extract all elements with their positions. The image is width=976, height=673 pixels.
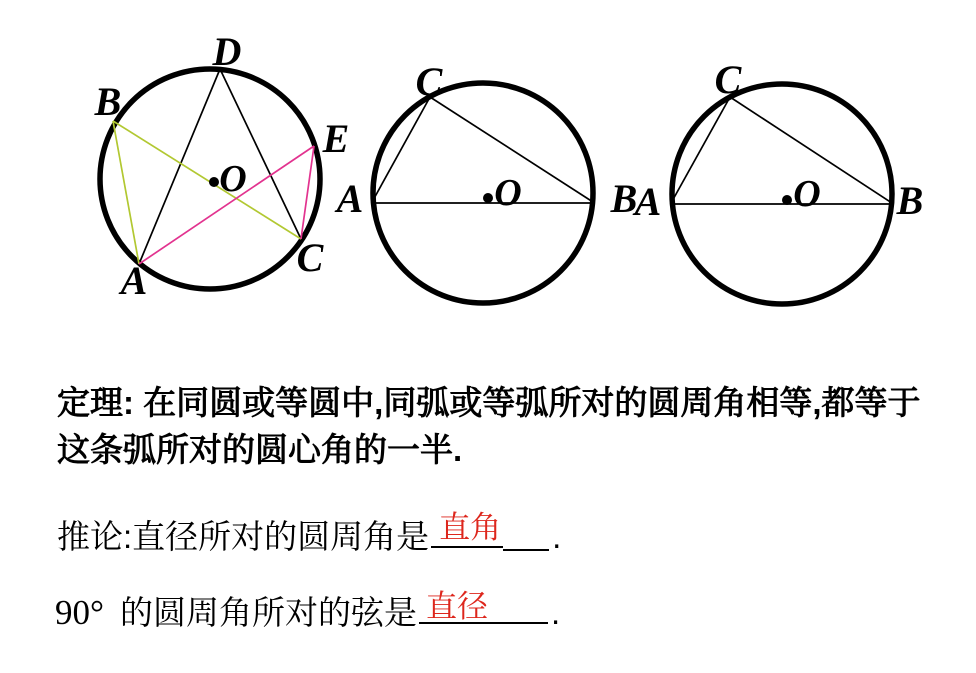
- ninety-degree-period: .: [551, 594, 561, 631]
- answer-blank-diameter: [419, 588, 548, 624]
- point-label-d: D: [212, 29, 242, 74]
- center-label-o: O: [793, 173, 821, 215]
- center-dot: [782, 195, 792, 205]
- point-label-c: C: [296, 235, 324, 280]
- point-label-b: B: [610, 176, 638, 221]
- ninety-degree-line: [55, 588, 560, 632]
- point-label-a: A: [120, 258, 148, 303]
- theorem-line-1: 定理: 在同圆或等圆中,同弧或等弧所对的圆周角相等,都等于: [57, 384, 921, 421]
- blank-underline: [503, 549, 549, 551]
- point-label-a: A: [336, 176, 364, 221]
- circle-outline: [672, 84, 892, 304]
- corollary-period: .: [552, 518, 562, 555]
- point-label-c: C: [714, 57, 742, 102]
- point-label-e: E: [322, 116, 350, 161]
- figure-3-circle: [632, 57, 924, 304]
- center-label-o: O: [219, 158, 247, 200]
- answer-blank-right-angle: [431, 512, 549, 548]
- theorem-line-2: 这条弧所对的圆心角的一半.: [57, 431, 463, 468]
- point-label-b: B: [94, 79, 122, 124]
- answer-text-diameter: 直径: [426, 589, 488, 624]
- point-label-b: B: [896, 178, 924, 223]
- ninety-degree-text: 的圆周角所对的弦是: [120, 594, 417, 631]
- blank-underline: [431, 546, 503, 548]
- point-label-c: C: [415, 59, 443, 104]
- corollary-line: [57, 512, 561, 556]
- answer-text-right-angle: 直角: [439, 510, 502, 545]
- point-label-a: A: [634, 179, 662, 224]
- ninety-degree-number: 90°: [55, 593, 104, 632]
- circle-outline: [373, 83, 593, 303]
- center-dot: [209, 177, 219, 187]
- figure-2-circle: [334, 59, 638, 303]
- corollary-text: 推论:直径所对的圆周角是: [57, 518, 430, 555]
- chord-d-a: [139, 69, 220, 264]
- figure-1-circle: [94, 29, 350, 303]
- center-dot: [483, 193, 493, 203]
- center-label-o: O: [494, 172, 522, 214]
